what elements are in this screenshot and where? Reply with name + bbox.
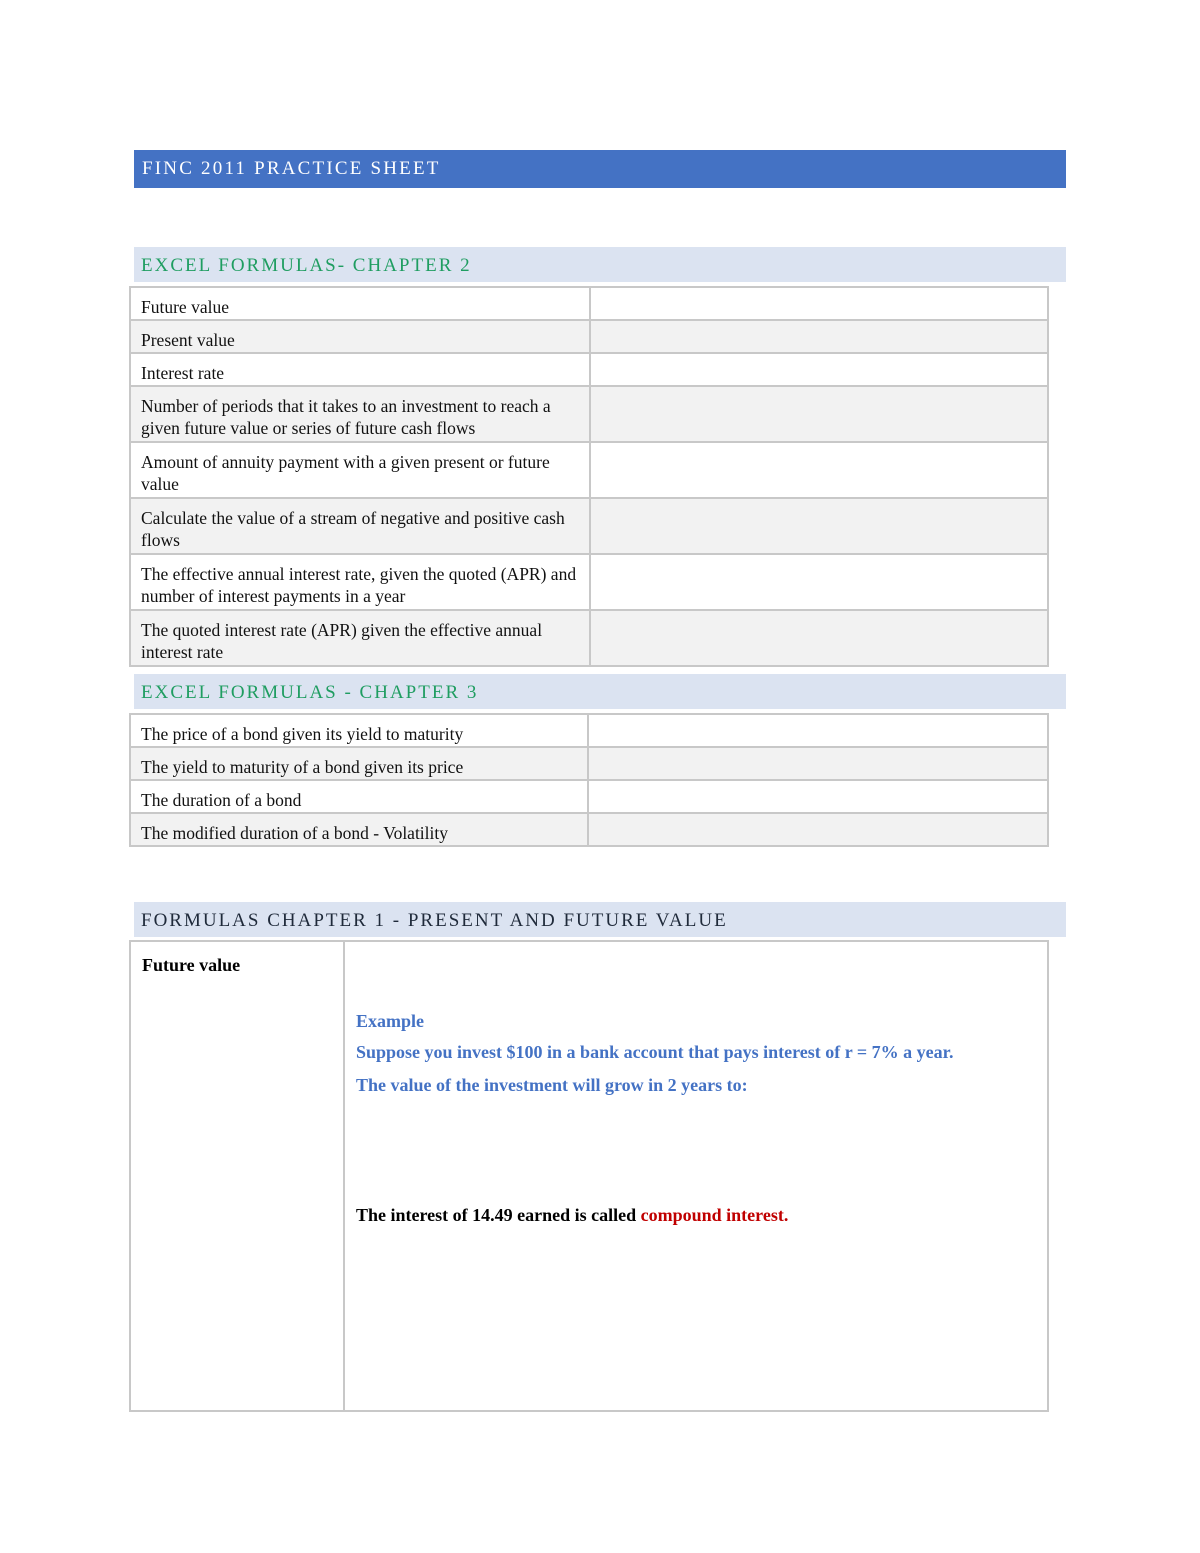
formula-answer-cell[interactable] [590,386,1048,442]
interest-sentence [356,1205,788,1226]
formula-answer-cell[interactable] [590,554,1048,610]
formula-answer-cell[interactable] [588,780,1048,813]
chapter1-table [129,940,1049,1412]
table-row [130,287,1048,320]
table-row [130,941,1048,1411]
table-row [130,353,1048,386]
formula-label: The price of a bond given its yield to maturity [130,714,588,747]
chapter3-heading: EXCEL FORMULAS - CHAPTER 3 [141,682,479,703]
table-row [130,780,1048,813]
chapter2-heading: EXCEL FORMULAS- CHAPTER 2 [141,255,472,276]
formula-label: Interest rate [130,353,590,386]
table-row [130,747,1048,780]
formula-label: Number of periods that it takes to an investment to reach a given future value or series of future cash flows [130,386,590,442]
chapter1-heading-bar [134,902,1066,937]
table-row [130,554,1048,610]
formula-label: Present value [130,320,590,353]
future-value-label-cell [130,941,344,1411]
table-row [130,610,1048,666]
formula-label: The effective annual interest rate, given the quoted (APR) and number of interest payments in a year [130,554,590,610]
table-row [130,498,1048,554]
table-row [130,442,1048,498]
page-title-bar [134,150,1066,188]
formula-answer-cell[interactable] [588,714,1048,747]
interest-prefix: The interest of 14.49 earned is called [356,1205,641,1225]
example-line-1: Suppose you invest $100 in a bank account that pays interest of r = 7% a year. [356,1042,954,1062]
chapter3-table [129,713,1049,847]
formula-label: The quoted interest rate (APR) given the effective annual interest rate [130,610,590,666]
table-row [130,813,1048,846]
chapter2-heading-bar [134,247,1066,282]
table-row [130,386,1048,442]
page-title: FINC 2011 PRACTICE SHEET [142,158,441,179]
formula-answer-cell[interactable] [590,287,1048,320]
table-row [130,320,1048,353]
chapter2-table [129,286,1049,667]
formula-answer-cell[interactable] [590,442,1048,498]
future-value-content-cell[interactable] [344,941,1048,1411]
formula-label: The yield to maturity of a bond given its price [130,747,588,780]
formula-answer-cell[interactable] [590,320,1048,353]
example-line-2: The value of the investment will grow in 2 years to: [356,1075,748,1095]
future-value-label: Future value [142,955,241,975]
formula-answer-cell[interactable] [588,747,1048,780]
formula-label: Future value [130,287,590,320]
formula-answer-cell[interactable] [590,498,1048,554]
formula-label: Amount of annuity payment with a given present or future value [130,442,590,498]
formula-answer-cell[interactable] [588,813,1048,846]
example-title: Example [356,1011,425,1031]
formula-label: The duration of a bond [130,780,588,813]
formula-answer-cell[interactable] [590,610,1048,666]
formula-label: The modified duration of a bond - Volatility [130,813,588,846]
formula-answer-cell[interactable] [590,353,1048,386]
chapter3-heading-bar [134,674,1066,709]
chapter1-heading: FORMULAS CHAPTER 1 - PRESENT AND FUTURE VALUE [141,910,728,931]
table-row [130,714,1048,747]
formula-label: Calculate the value of a stream of negative and positive cash flows [130,498,590,554]
compound-interest-highlight: compound interest. [640,1205,789,1225]
